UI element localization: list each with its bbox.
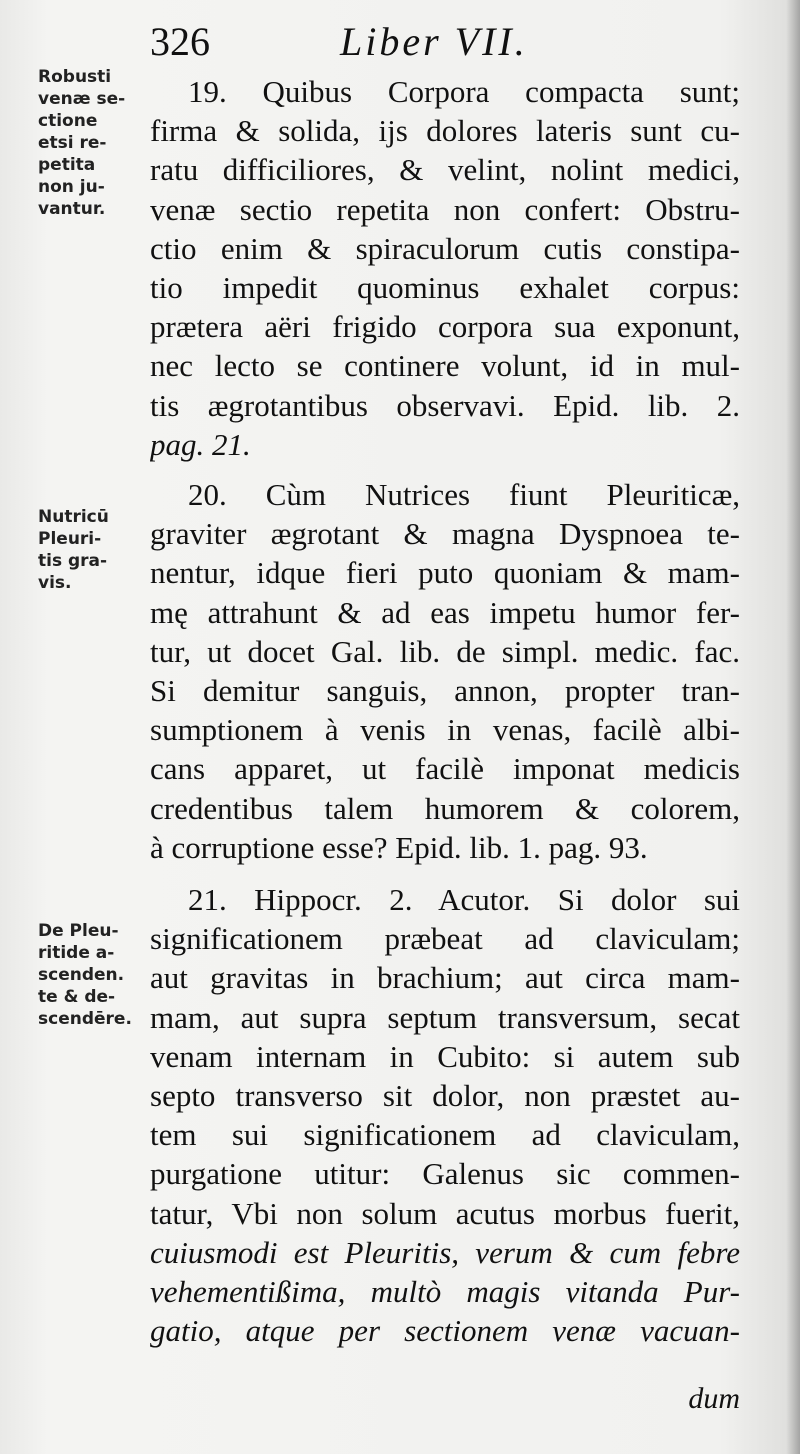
page-header xyxy=(150,12,750,72)
margin-note-line: Pleuri- xyxy=(38,529,102,549)
citation-line: pag. 21. xyxy=(150,426,251,462)
text-line: vehementißima, multò magis vitanda Pur- xyxy=(150,1274,740,1310)
margin-note-line: vantur. xyxy=(38,199,106,219)
text-line: septo transverso sit dolor, non præstet au- xyxy=(150,1078,740,1114)
margin-note-line: petita xyxy=(38,155,96,175)
margin-note-line: etsi re- xyxy=(38,133,107,153)
text-line: tatur, Vbi non solum acutus morbus fuerit, xyxy=(150,1195,740,1231)
margin-note-line: Robusti xyxy=(38,67,112,87)
margin-note-line: Nutricū xyxy=(38,507,109,527)
text-line: cans apparet, ut facilè imponat medicis xyxy=(150,751,740,787)
paragraph-19 xyxy=(150,72,740,464)
text-line: venæ sectio repetita non confert: Obstru- xyxy=(150,191,740,227)
text-line: gatio, atque per sectionem venæ vacuan- xyxy=(150,1313,740,1349)
margin-note-de-pleuritide xyxy=(38,920,138,1030)
text-line: significationem præbeat ad claviculam; xyxy=(150,921,740,957)
text-line: nentur, idque fieri puto quoniam & mam- xyxy=(150,555,740,591)
margin-note-line: De Pleu- xyxy=(38,921,119,941)
catchword: dum xyxy=(688,1382,740,1415)
text-line: sumptionem à venis in venas, facilè albi- xyxy=(150,712,740,748)
text-line: 21. Hippocr. 2. Acutor. Si dolor sui xyxy=(188,882,740,917)
text-line: tis ægrotantibus observavi. Epid. lib. 2. xyxy=(150,387,740,423)
margin-note-line: non ju- xyxy=(38,177,105,197)
text-line: tur, ut docet Gal. lib. de simpl. medic. fac. xyxy=(150,633,740,669)
catchword-row xyxy=(150,1378,740,1418)
text-line: ratu difficiliores, & velint, nolint medici, xyxy=(150,152,740,188)
paragraph-20 xyxy=(150,475,740,867)
text-line: prætera aëri frigido corpora sua exponunt, xyxy=(150,309,740,345)
text-line: aut gravitas in brachium; aut circa mam- xyxy=(150,960,740,996)
margin-note-line: scendēre. xyxy=(38,1009,132,1029)
text-line: 20. Cùm Nutrices fiunt Pleuriticæ, xyxy=(188,477,740,512)
text-line: à corruptione esse? Epid. lib. 1. pag. 93. xyxy=(150,829,648,865)
margin-note-line: tis gra- xyxy=(38,551,108,571)
margin-note-nutricum xyxy=(38,506,138,594)
running-head: Liber VII. xyxy=(340,19,528,64)
text-line: Si demitur sanguis, annon, propter tran- xyxy=(150,673,740,709)
text-line: cuiusmodi est Pleuritis, verum & cum febre xyxy=(150,1234,740,1270)
text-line: nec lecto se continere volunt, id in mul- xyxy=(150,348,740,384)
paragraph-21 xyxy=(150,880,740,1350)
text-line: tio impedit quominus exhalet corpus: xyxy=(150,270,740,306)
text-line: venam internam in Cubito: si autem sub xyxy=(150,1038,740,1074)
text-line: purgatione utitur: Galenus sic commen- xyxy=(150,1156,740,1192)
page-number: 326 xyxy=(150,19,210,64)
margin-note-line: scenden. xyxy=(38,965,125,985)
margin-note-line: venæ se- xyxy=(38,89,126,109)
text-line: mę attrahunt & ad eas impetu humor fer- xyxy=(150,594,740,630)
margin-note-robusti xyxy=(38,66,138,220)
margin-note-line: te & de- xyxy=(38,987,116,1007)
text-line: mam, aut supra septum transversum, secat xyxy=(150,999,740,1035)
margin-note-line: ritide a- xyxy=(38,943,115,963)
margin-note-line: ctione xyxy=(38,111,98,131)
margin-note-line: vis. xyxy=(38,573,72,593)
text-line: tem sui significationem ad claviculam, xyxy=(150,1117,740,1153)
text-line: graviter ægrotant & magna Dyspnoea te- xyxy=(150,516,740,552)
text-line: credentibus talem humorem & colorem, xyxy=(150,790,740,826)
text-line: firma & solida, ijs dolores lateris sunt cu- xyxy=(150,113,740,149)
text-line: 19. Quibus Corpora compacta sunt; xyxy=(188,74,740,109)
text-line: ctio enim & spiraculorum cutis constipa- xyxy=(150,230,740,266)
page-edge-shadow xyxy=(786,0,800,1454)
